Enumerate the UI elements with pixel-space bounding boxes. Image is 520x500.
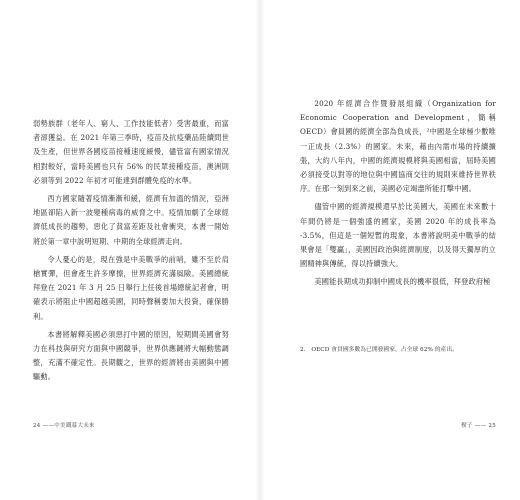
paragraph: 美國能長期成功抑制中國成長的機率很低，拜登政府極 [314, 277, 491, 287]
paragraph: 2020 年經濟合作暨發展組織（Organization for Economic Cooperation and Development，簡稱 OECD）會員國的經濟全部為負成長，²中國是全球極少數唯一正成長（2.3%）的國家。未來，藉由內需市場的持續擴張，大約八年內，中國的經濟規模將與美國相當，屆時美國必須接受以對等的地位與中國協商交往的規則來維持世界秩序。在那一刻到來之前，美國必定竭盡所能打擊中國。 [300, 99, 496, 194]
footnote: 2. OECD 會員國多數為已開發國家，占全球 62% 的產出。 [300, 347, 458, 353]
right-page-body [300, 97, 496, 294]
page-number-footer: 24 ——中美鐵幕大未來 [33, 423, 95, 429]
paragraph: 西方國家隨著疫情漸漸和緩，經濟有加溫的情況，亞洲地區卻陷入新一波變種病毒的威脅之中。疫情加劇了全球經濟低成長的趨勢，惡化了貧富差距及社會衝突，本書一開始將於第一章中說明短期、中期的全球經濟走向。 [33, 194, 229, 246]
paragraph: 本書將解釋美國必須惡打中國的原因，短期間美國會努力在科技與研究方面與中國競爭，世界供應鏈將大幅動態調整，充滿不確定性。長期觀之，世界的經濟將由美國與中國驅動。 [33, 329, 229, 382]
left-page-body [33, 117, 229, 389]
paragraph: 令人憂心的是，現在強是中美戰爭的前哨，雖不至於肩槍實彈，但會產生許多摩擦，世界經濟充滿風險。美國總統拜登在 2021 年 3 月 25 日舉行上任後首場總統記者會，明確表示將阻止中國超越美國，同時聲稱要加大投資，確保勝利。 [33, 254, 229, 321]
right-page [260, 0, 520, 500]
page-number-footer: 楔子 —— 25 [461, 423, 496, 429]
paragraph: 儘管中國的經濟規模還早於比美國大，美國在未來數十年間仍將是一個強盛的國家，美國 2020 年的成長率為 -3.5%，但這是一個短暫的現象，本書將說明美中戰爭的結果會是「雙贏」，美國因政治與經濟制度，以及得天獨厚的立國精神與傳統，得以持續強大。 [300, 202, 496, 269]
paragraph: 弱勢族群（老年人、窮人、工作技能低者）受害最重，而富者卻獲益。在 2021 年第三季時，疫苗及抗疫藥品陸續問世及生產，但世界各國疫苗接種速度緩慢，儘管富有國家情況相對較好，當時美國也只有 56% 的民眾接種疫苗，澳洲則必須等到 2022 年初才可能達到群體免疫的水準。 [33, 119, 229, 185]
